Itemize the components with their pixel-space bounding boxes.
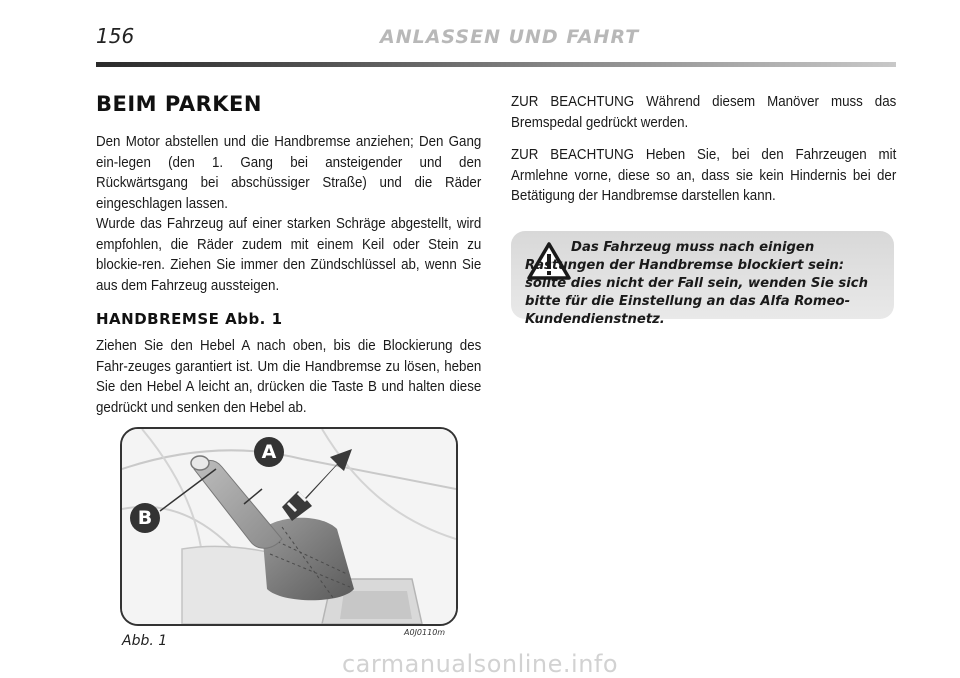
label-b-marker [130, 503, 160, 533]
watermark: carmanualsonline.info [341, 650, 619, 678]
label-a-marker [254, 437, 284, 467]
subsection-title: HANDBREMSE Abb. 1 [96, 310, 283, 328]
figure-code: A0J0110m [404, 628, 446, 637]
warning-box [511, 231, 894, 327]
label-a: A [261, 441, 277, 463]
left-column [96, 92, 482, 418]
page-number: 156 [96, 24, 135, 48]
right-column [511, 92, 897, 207]
parking-paragraph-2: Wurde das Fahrzeug auf einer starken Schräge abgestellt, wird empfohlen, die Räder zudem mit einem Keil oder Stein zu blockie-ren. Ziehen Sie immer den Zündschlüssel ab, wenn Sie aus dem Fahrzeug aussteigen. [96, 216, 482, 294]
label-b: B [137, 507, 153, 529]
chapter-title: ANLASSEN UND FAHRT [380, 26, 640, 48]
note-armrest: ZUR BEACHTUNG Heben Sie, bei den Fahrzeugen mit Armlehne vorne, diese so an, dass sie kein Hindernis bei der Betätigung der Handbremse darstellen kann. [511, 147, 897, 204]
parking-paragraph-1: Den Motor abstellen und die Handbremse anziehen; Den Gang ein-legen (den 1. Gang bei ansteigender und den Rückwärtsgang bei abschüssiger Straße) und die Räder eingeschlagen lassen. [96, 134, 482, 212]
warning-text [525, 239, 885, 329]
section-title: BEIM PARKEN [96, 92, 262, 116]
handbrake-illustration [122, 429, 456, 624]
warning-text-content: Das Fahrzeug muss nach einigen Rastungen der Handbremse blockiert sein: sollte dies nicht der Fall sein, wenden Sie sich bitte für die Einstellung an das Alfa Romeo-Kundendienstnetz. [525, 240, 868, 327]
figure-caption: Abb. 1 [122, 633, 168, 649]
note-brake-pedal: ZUR BEACHTUNG Während diesem Manöver muss das Bremspedal gedrückt werden. [511, 94, 897, 131]
handbrake-figure [120, 427, 458, 626]
header-rule [96, 62, 896, 67]
handbrake-paragraph: Ziehen Sie den Hebel A nach oben, bis die Blockierung des Fahr-zeuges garantiert ist. Um die Handbremse zu lösen, heben Sie den Hebel A leicht an, drücken die Taste B und halten diese gedrückt und senken den Hebel ab. [96, 338, 482, 416]
